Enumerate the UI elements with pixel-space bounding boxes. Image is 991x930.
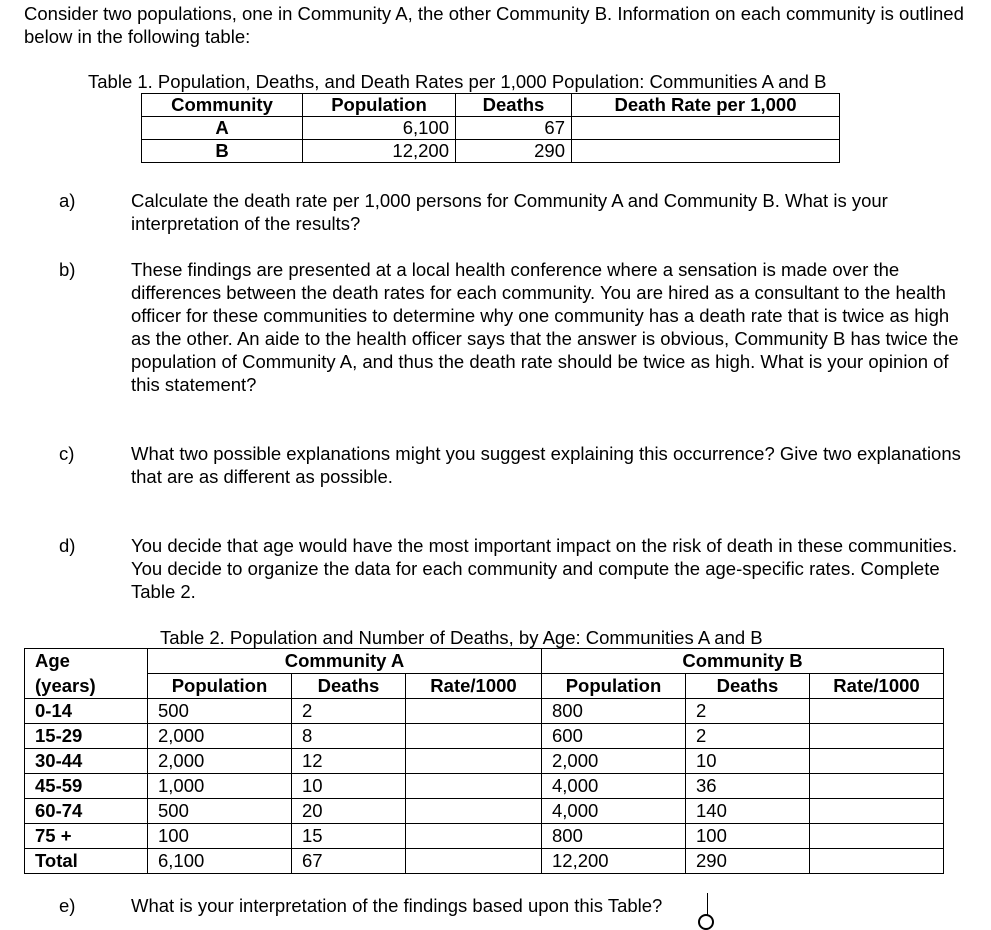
table2-header-community-b: Community B [542, 649, 944, 674]
table1-cell-deaths: 290 [456, 140, 572, 163]
table2-cell-a-deaths: 12 [292, 749, 406, 774]
table1-cell-community: B [142, 140, 303, 163]
table1-cell-deaths: 67 [456, 117, 572, 140]
table-row [142, 117, 840, 140]
table-row [25, 749, 944, 774]
table2-cell-b-rate[interactable] [810, 824, 944, 849]
table2-cell-b-population: 800 [542, 699, 686, 724]
question-b-text: These findings are presented at a local health conference where a sensation is made over the differences between the death rates for each community. You are hired as a consultant to the health officer for these communities to determine why one community has a death rate that is twice as high as the other. An aide to the health officer says that the answer is obvious, Community B has twice the population of Community A, and thus the death rate should be twice as high. What is your opinion of this statement? [131, 259, 959, 395]
table2-cell-a-rate[interactable] [406, 774, 542, 799]
table2-cell-a-deaths: 10 [292, 774, 406, 799]
question-d-text: You decide that age would have the most important impact on the risk of death in these communities. You decide to organize the data for each community and compute the age-specific rates. Complete Table 2. [131, 535, 958, 602]
intro-paragraph: Consider two populations, one in Community A, the other Community B. Information on each community is outlined below in the following table: [24, 3, 964, 47]
table1-cell-population: 12,200 [303, 140, 456, 163]
table2-header-a-population: Population [148, 674, 292, 699]
table2-cell-age: 0-14 [25, 699, 148, 724]
table2-cell-b-population: 4,000 [542, 774, 686, 799]
table-row [25, 724, 944, 749]
table2-cell-b-rate[interactable] [810, 724, 944, 749]
table2-cell-age: 45-59 [25, 774, 148, 799]
table2-cell-b-deaths: 100 [686, 824, 810, 849]
table2-cell-a-rate[interactable] [406, 849, 542, 874]
question-e-text: What is your interpretation of the findings based upon this Table? [131, 895, 663, 916]
table2-cell-age: 75 + [25, 824, 148, 849]
table2-cell-b-deaths: 36 [686, 774, 810, 799]
table2-cell-age: 15-29 [25, 724, 148, 749]
table1-header-deaths: Deaths [456, 94, 572, 117]
table2-body [25, 699, 944, 874]
table2-cell-a-rate[interactable] [406, 749, 542, 774]
table2-cell-b-rate[interactable] [810, 799, 944, 824]
table2-cell-a-population: 2,000 [148, 724, 292, 749]
table2-caption: Table 2. Population and Number of Deaths, by Age: Communities A and B [160, 627, 763, 648]
table2-cell-a-rate[interactable] [406, 824, 542, 849]
table2-cell-a-rate[interactable] [406, 699, 542, 724]
table-row [142, 140, 840, 163]
table1-cell-community: A [142, 117, 303, 140]
table2-cell-a-rate[interactable] [406, 724, 542, 749]
text-cursor [707, 893, 708, 915]
table2-cell-a-deaths: 15 [292, 824, 406, 849]
table2-cell-age: 60-74 [25, 799, 148, 824]
table1-header-community: Community [142, 94, 303, 117]
table2-cell-age: Total [25, 849, 148, 874]
table1-cell-rate[interactable] [572, 140, 840, 163]
table2-header-age: Age [25, 649, 148, 674]
table2-cell-a-population: 2,000 [148, 749, 292, 774]
table1-cell-rate[interactable] [572, 117, 840, 140]
table2 [24, 648, 944, 874]
table2-cell-a-deaths: 67 [292, 849, 406, 874]
table2-cell-a-rate[interactable] [406, 799, 542, 824]
table-row [25, 774, 944, 799]
table2-cell-b-deaths: 140 [686, 799, 810, 824]
table-row [25, 824, 944, 849]
table-row [25, 849, 944, 874]
table2-cell-b-population: 2,000 [542, 749, 686, 774]
table2-header-years: (years) [25, 674, 148, 699]
question-b-letter: b) [59, 259, 76, 280]
table-row [25, 799, 944, 824]
table2-cell-b-population: 4,000 [542, 799, 686, 824]
table2-cell-b-rate[interactable] [810, 749, 944, 774]
table2-cell-b-rate[interactable] [810, 774, 944, 799]
table-row [25, 699, 944, 724]
table1-header-death-rate: Death Rate per 1,000 [572, 94, 840, 117]
table2-cell-a-deaths: 2 [292, 699, 406, 724]
question-c-letter: c) [59, 443, 75, 464]
table2-cell-a-population: 500 [148, 799, 292, 824]
table2-cell-a-deaths: 8 [292, 724, 406, 749]
table2-cell-a-population: 500 [148, 699, 292, 724]
table2-cell-b-deaths: 290 [686, 849, 810, 874]
table2-cell-a-population: 1,000 [148, 774, 292, 799]
table1-caption: Table 1. Population, Deaths, and Death Rates per 1,000 Population: Communities A and B [88, 71, 827, 92]
table1-header-row [142, 94, 840, 117]
question-e-letter: e) [59, 895, 76, 916]
table2-cell-b-rate[interactable] [810, 699, 944, 724]
table2-cell-a-deaths: 20 [292, 799, 406, 824]
table2-cell-b-deaths: 10 [686, 749, 810, 774]
table2-header-b-deaths: Deaths [686, 674, 810, 699]
table2-header-community-a: Community A [148, 649, 542, 674]
table2-header-a-deaths: Deaths [292, 674, 406, 699]
question-a-letter: a) [59, 190, 76, 211]
table2-cell-a-population: 6,100 [148, 849, 292, 874]
table2-cell-b-population: 600 [542, 724, 686, 749]
table2-header-b-rate: Rate/1000 [810, 674, 944, 699]
table2-cell-b-rate[interactable] [810, 849, 944, 874]
table2-cell-b-population: 800 [542, 824, 686, 849]
cursor-circle-icon [698, 914, 714, 930]
table1-header-population: Population [303, 94, 456, 117]
table1-cell-population: 6,100 [303, 117, 456, 140]
question-c-text: What two possible explanations might you suggest explaining this occurrence? Give two explanations that are as different as possible. [131, 443, 961, 487]
question-a-text: Calculate the death rate per 1,000 persons for Community A and Community B. What is your interpretation of the results? [131, 190, 888, 234]
table2-cell-age: 30-44 [25, 749, 148, 774]
table2-group-header-row [25, 649, 944, 674]
table2-cell-a-population: 100 [148, 824, 292, 849]
table2-cell-b-population: 12,200 [542, 849, 686, 874]
table2-header-b-population: Population [542, 674, 686, 699]
table2-cell-b-deaths: 2 [686, 724, 810, 749]
table2-sub-header-row [25, 674, 944, 699]
table2-header-a-rate: Rate/1000 [406, 674, 542, 699]
table2-cell-b-deaths: 2 [686, 699, 810, 724]
table1 [141, 93, 840, 163]
question-d-letter: d) [59, 535, 76, 556]
